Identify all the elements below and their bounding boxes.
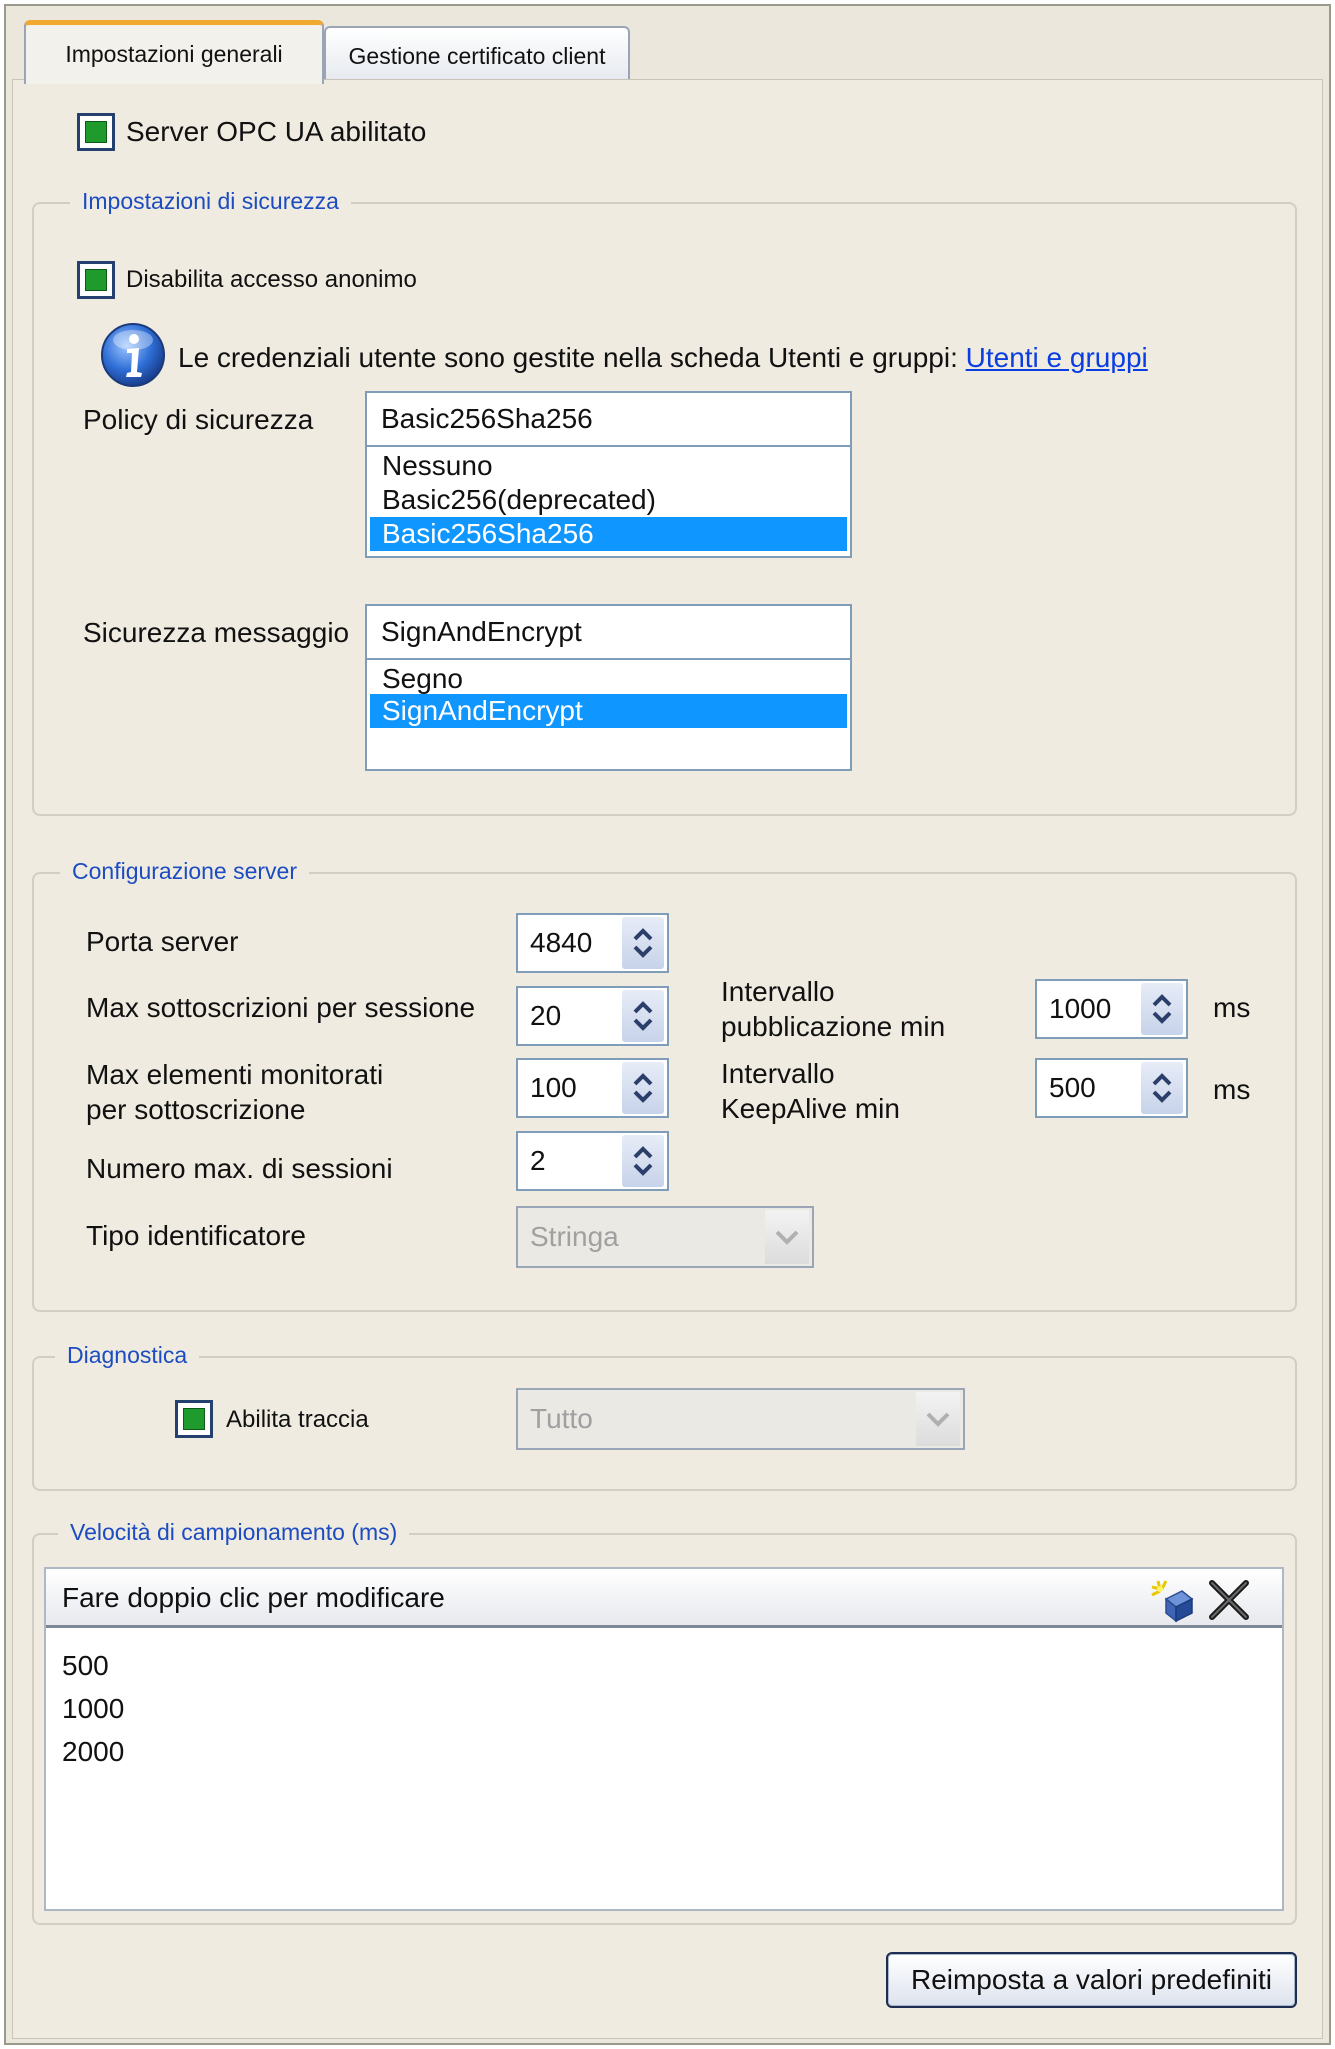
max-monitored-label <box>86 1057 383 1127</box>
min-keepalive-unit: ms <box>1213 1074 1251 1105</box>
max-monitored-label-line1: Max elementi monitorati <box>86 1059 384 1090</box>
min-keepalive-label <box>721 1056 900 1126</box>
enable-trace-checkbox[interactable] <box>175 1400 213 1438</box>
sampling-legend: Velocità di campionamento (ms) <box>58 1519 409 1546</box>
identifier-type-label: Tipo identificatore <box>86 1220 306 1251</box>
min-publish-value: 1000 <box>1049 993 1112 1024</box>
port-label: Porta server <box>86 926 239 957</box>
trace-level-dropdown <box>516 1388 965 1450</box>
security-legend: Impostazioni di sicurezza <box>70 188 351 215</box>
info-text <box>178 342 1148 374</box>
spin-arrows-icon[interactable] <box>622 917 664 969</box>
min-publish-label <box>721 974 945 1044</box>
min-keepalive-value: 500 <box>1049 1072 1096 1103</box>
sampling-row[interactable]: 500 <box>62 1650 109 1681</box>
port-spinner[interactable] <box>516 913 669 973</box>
server-enabled-checkbox[interactable] <box>77 113 115 151</box>
message-option-sign[interactable]: Segno <box>382 663 463 694</box>
spin-arrows-icon[interactable] <box>1141 983 1183 1035</box>
checkmark-icon <box>85 269 107 291</box>
checkmark-icon <box>183 1408 205 1430</box>
min-publish-spinner[interactable] <box>1035 979 1188 1039</box>
tab-client-certificate[interactable] <box>324 26 630 84</box>
tab-general-settings[interactable] <box>24 20 324 84</box>
policy-listbox[interactable] <box>365 391 852 558</box>
identifier-type-dropdown <box>516 1206 814 1268</box>
min-keepalive-label-line1: Intervallo <box>721 1058 835 1089</box>
max-sessions-label: Numero max. di sessioni <box>86 1153 393 1184</box>
reset-defaults-button[interactable] <box>886 1952 1297 2008</box>
message-security-label: Sicurezza messaggio <box>83 617 350 648</box>
policy-option-basic256[interactable]: Basic256(deprecated) <box>382 484 656 515</box>
chevron-down-icon <box>765 1210 809 1264</box>
server-enabled-label: Server OPC UA abilitato <box>126 116 427 147</box>
spin-arrows-icon[interactable] <box>622 1062 664 1114</box>
max-sessions-spinner[interactable] <box>516 1131 669 1191</box>
info-icon <box>100 322 166 388</box>
sampling-header-text: Fare doppio clic per modificare <box>62 1582 445 1613</box>
tab-general-settings-label: Impostazioni generali <box>65 41 283 67</box>
message-option-signandencrypt[interactable]: SignAndEncrypt <box>370 694 847 728</box>
message-security-selected: SignAndEncrypt <box>367 606 850 660</box>
sampling-row[interactable]: 2000 <box>62 1736 125 1767</box>
min-publish-unit: ms <box>1213 992 1251 1023</box>
max-subscriptions-label: Max sottoscrizioni per sessione <box>86 992 476 1023</box>
max-subscriptions-spinner[interactable] <box>516 986 669 1046</box>
min-keepalive-spinner[interactable] <box>1035 1058 1188 1118</box>
spin-arrows-icon[interactable] <box>1141 1062 1183 1114</box>
min-keepalive-label-line2: KeepAlive min <box>721 1093 900 1124</box>
spin-arrows-icon[interactable] <box>622 990 664 1042</box>
policy-option-basic256sha256[interactable]: Basic256Sha256 <box>370 517 847 551</box>
disable-anonymous-checkbox[interactable] <box>77 261 115 299</box>
max-monitored-label-line2: per sottoscrizione <box>86 1094 306 1125</box>
spin-arrows-icon[interactable] <box>622 1135 664 1187</box>
min-publish-label-line1: Intervallo <box>721 976 835 1007</box>
sampling-table-header <box>46 1569 1282 1628</box>
tab-client-certificate-label: Gestione certificato client <box>348 42 606 69</box>
reset-defaults-label: Reimposta a valori predefiniti <box>910 1964 1273 1995</box>
max-subscriptions-value: 20 <box>530 1000 562 1031</box>
sampling-table <box>44 1567 1284 1911</box>
max-monitored-spinner[interactable] <box>516 1058 669 1118</box>
max-sessions-value: 2 <box>530 1145 546 1176</box>
server-config-legend: Configurazione server <box>60 858 309 885</box>
info-message: Le credenziali utente sono gestite nella scheda Utenti e gruppi: <box>178 342 958 373</box>
diagnostics-legend: Diagnostica <box>55 1342 199 1369</box>
min-publish-label-line2: pubblicazione min <box>721 1011 946 1042</box>
delete-icon[interactable] <box>1206 1577 1252 1623</box>
port-value: 4840 <box>530 927 593 958</box>
policy-selected: Basic256Sha256 <box>367 393 850 447</box>
enable-trace-label: Abilita traccia <box>226 1406 369 1433</box>
policy-label: Policy di sicurezza <box>83 404 314 435</box>
trace-level-value: Tutto <box>530 1403 593 1434</box>
policy-option-none[interactable]: Nessuno <box>382 450 493 481</box>
max-monitored-value: 100 <box>530 1072 577 1103</box>
chevron-down-icon <box>916 1392 960 1446</box>
users-groups-link[interactable]: Utenti e gruppi <box>965 342 1148 373</box>
identifier-type-value: Stringa <box>530 1221 619 1252</box>
message-security-listbox[interactable] <box>365 604 852 771</box>
sampling-row[interactable]: 1000 <box>62 1693 125 1724</box>
checkmark-icon <box>85 121 107 143</box>
disable-anonymous-label: Disabilita accesso anonimo <box>126 266 417 293</box>
add-row-icon[interactable] <box>1148 1577 1194 1623</box>
